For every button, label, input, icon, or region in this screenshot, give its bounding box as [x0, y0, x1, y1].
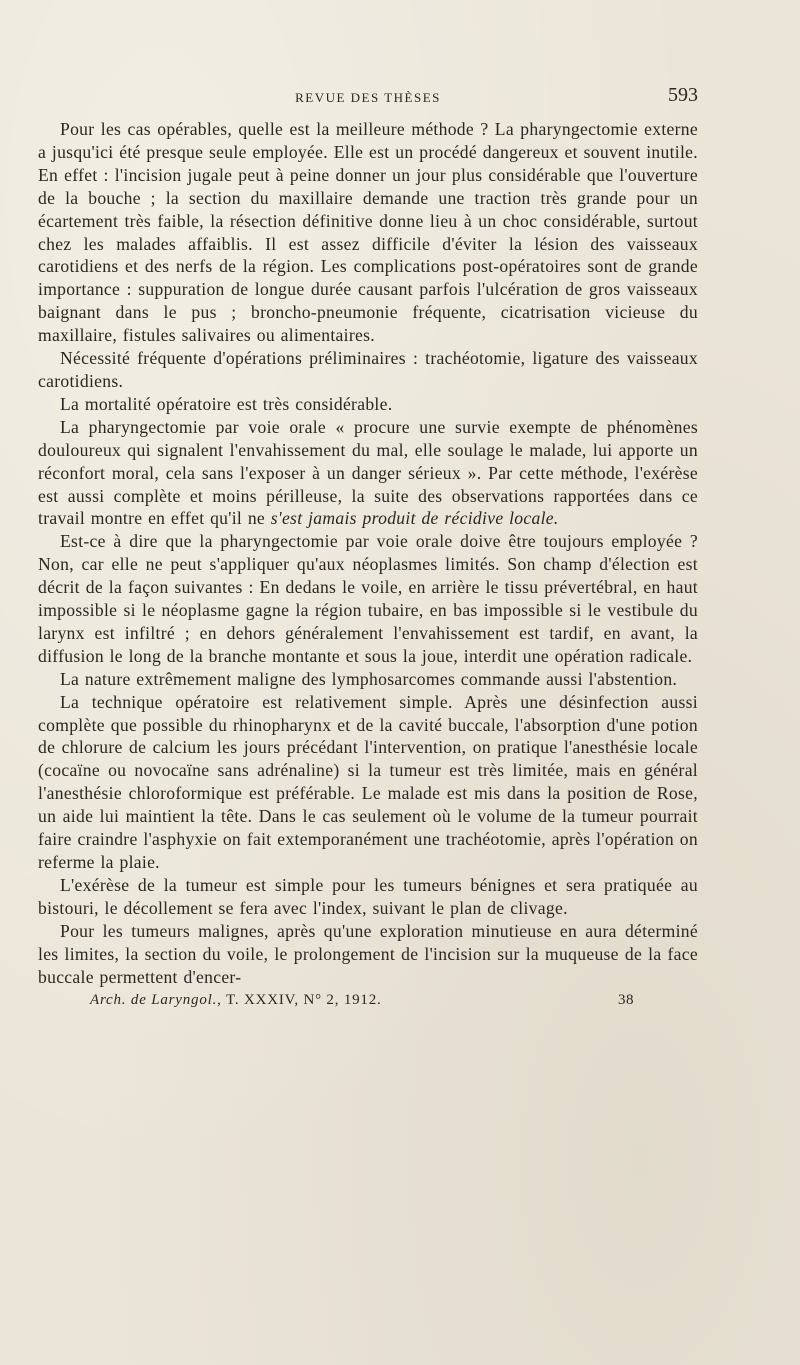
journal-citation	[90, 992, 382, 1009]
paragraph	[38, 416, 698, 531]
paragraph: L'exérèse de la tumeur est simple pour les tumeurs bénignes et sera pratiquée au bistouri, le décollement se fera avec l'index, suivant le plan de clivage.	[38, 874, 698, 918]
body-text	[38, 118, 698, 988]
emphasized-text: s'est jamais produit de récidive locale.	[270, 508, 559, 529]
paragraph: La technique opératoire est relativement simple. Après une désinfection aussi complète que possible du rhinopharynx et de la cavité buccale, l'absorption d'une potion de chlorure de calcium les jours précédant l'intervention, on pratique l'anesthésie locale (cocaïne ou novocaïne sans adrénaline) si la tumeur est très limitée, mais en général l'anesthésie chloroformique est préférable. Le malade est mis dans la position de Rose, un aide lui maintient la tête. Dans le cas seulement où le volume de la tumeur pourrait faire craindre l'asphyxie on fait extemporanément une trachéotomie, après l'opération on referme la plaie.	[38, 691, 698, 872]
page-header	[38, 82, 698, 118]
paragraph: Nécessité fréquente d'opérations préliminaires : trachéotomie, ligature des vaisseaux carotidiens.	[38, 348, 698, 391]
page-number: 593	[668, 84, 698, 106]
paragraph: La nature extrêmement maligne des lymphosarcomes commande aussi l'abstention.	[60, 668, 678, 689]
page-footer	[38, 990, 698, 1014]
paragraph: Est-ce à dire que la pharyngectomie par voie orale doive être toujours employée ? Non, car elle ne peut s'appliquer qu'aux néoplasmes limités. Son champ d'élection est décrit de la façon suivantes : En dedans le voile, en arrière le tissu prévertébral, en haut impossible si le néoplasme gagne la région tubaire, en bas impossible si le vestibule du larynx est infiltré ; en dehors généralement l'envahissement est tardif, en avant, la diffusion le long de la branche montante et sous la joue, interdit une opération radicale.	[38, 531, 698, 666]
paragraph: Pour les cas opérables, quelle est la meilleure méthode ? La pharyngectomie externe a jusqu'ici été presque seule employée. Elle est un procédé dangereux et souvent inutile. En effet : l'incision jugale peut à peine donner un jour plus considérable que l'ouverture de la bouche ; la section du maxillaire demande une traction très grande pour un écartement très faible, la résection définitive donne lieu à un choc considérable, surtout chez les malades affaiblis. Il est assez difficile d'éviter la lésion des vaisseaux carotidiens et des nerfs de la région. Les complications post-opératoires sont de grande importance : suppuration de longue durée causant parfois l'ulcération de gros vaisseaux baignant dans le pus ; broncho-pneumonie fréquente, cicatrisation vicieuse du maxillaire, fistules salivaires ou alimentaires.	[38, 119, 698, 346]
running-title: REVUE DES THÈSES	[295, 90, 441, 105]
signature-mark: 38	[618, 992, 634, 1009]
volume-issue: , T. XXXIV, N° 2, 1912.	[217, 992, 382, 1009]
paragraph: Pour les tumeurs malignes, après qu'une exploration minutieuse en aura déterminé les limites, la section du voile, le prolongement de l'incision sur la muqueuse de la face buccale permettent d'encer-	[38, 920, 698, 987]
paragraph: La mortalité opératoire est très considérable.	[60, 393, 393, 414]
journal-name: Arch. de Laryngol.	[90, 992, 218, 1009]
document-page	[38, 82, 698, 1014]
paragraph-text: La pharyngectomie par voie orale « procure une survie exempte de phénomènes douloureux qui signalent l'envahissement du mal, elle soulage le malade, lui apporte un réconfort moral, cela sans l'exposer à un danger sérieux ». Par cette méthode, l'exérèse est aussi complète et moins périlleuse, la suite des observations rapportées dans ce travail montre en effet qu'il ne	[38, 416, 698, 529]
